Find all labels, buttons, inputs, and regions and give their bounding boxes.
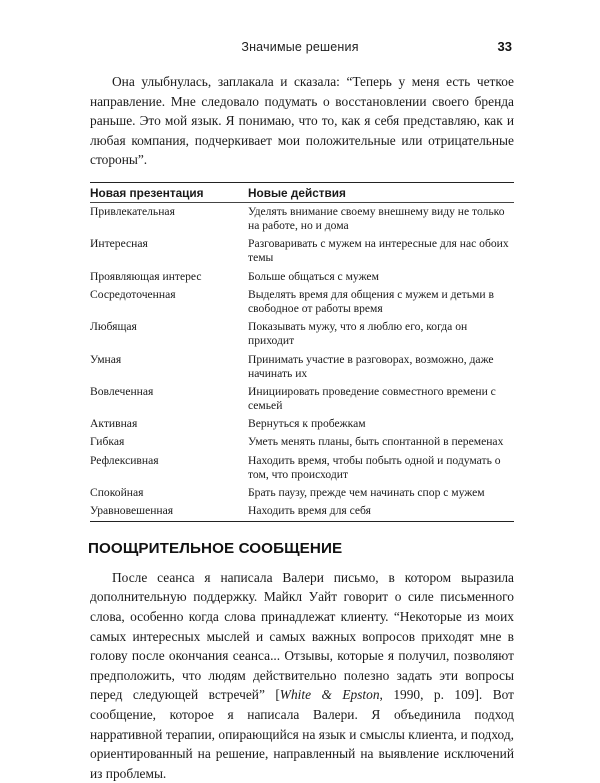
page-content	[90, 72, 514, 783]
table-cell-presentation: Спокойная	[90, 486, 144, 500]
paragraph-text-rest: , 1990, p. 109]. Вот сообщение, которое я написала Валери. Я объединила подход нарративной терапии, опирающийся на язык и смыслы клиента, и подход, ориентированный на решение, направленный на выявление исключений из проблемы.	[90, 687, 515, 781]
table-cell-action: Разговаривать с мужем на интересные для нас обоих темы	[248, 237, 509, 265]
table-cell-action: Вернуться к пробежкам	[248, 417, 366, 431]
table-cell-action: Уделять внимание своему внешнему виду не только на работе, но и дома	[248, 204, 505, 232]
table-header-presentation: Новая презентация	[90, 185, 204, 200]
table-row	[90, 319, 514, 351]
table-cell-presentation: Любящая	[90, 320, 137, 334]
table-row	[90, 383, 514, 415]
table-cell-presentation: Рефлексивная	[90, 453, 159, 467]
table-cell-action: Показывать мужу, что я люблю его, когда он приходит	[248, 320, 468, 348]
presentation-table	[90, 182, 514, 522]
table-cell-action: Больше общаться с мужем	[248, 269, 379, 283]
paragraph-text-start: После сеанса я написала Валери письмо, в котором выразила дополнительную поддержку. Майкл Уайт говорит о силе письменного слова, особенно когда слова принадлежат клиенту. “Некоторые из моих самых интересных мыслей и самых важных вопросов приходят мне в голову после окончания сеанса... Отзывы, которые я получил, позволяют предположить, что людям действительно полезно задать эти вопросы перед следующей встречей” [	[90, 569, 514, 703]
table-cell-action: Уметь менять планы, быть спонтанной в переменах	[248, 435, 504, 449]
running-header	[0, 40, 600, 60]
table-cell-presentation: Уравновешенная	[90, 504, 174, 518]
section-paragraph	[90, 568, 514, 783]
page-number: 33	[497, 39, 512, 54]
table-cell-presentation: Сосредоточенная	[90, 287, 176, 301]
table-cell-presentation: Активная	[90, 417, 138, 431]
table-cell-action: Инициировать проведение совместного времени с семьей	[248, 384, 496, 413]
table-cell-presentation: Привлекательная	[90, 204, 175, 218]
table-cell-action: Находить время для себя	[248, 504, 371, 518]
running-title: Значимые решения	[241, 40, 359, 54]
table-cell-action: Принимать участие в разговорах, возможно, даже начинать их	[248, 352, 494, 380]
intro-paragraph: Она улыбнулась, заплакала и сказала: “Теперь у меня есть четкое направление. Мне следовало подумать о восстановлении своего бренда раньше. Это мой язык. Я понимаю, что то, как я себя представляю, как и любая компания, подчеркивает мои положительные или отрицательные стороны”.	[90, 74, 514, 168]
table-header-row	[90, 183, 514, 203]
table-row	[90, 286, 514, 318]
table-cell-action: Выделять время для общения с мужем и детьми в свободное от работы время	[248, 287, 494, 315]
table-row	[90, 434, 514, 452]
section-heading: ПООЩРИТЕЛЬНОЕ СООБЩЕНИЕ	[88, 539, 343, 557]
table-row	[90, 484, 514, 502]
table-cell-presentation: Интересная	[90, 237, 148, 251]
table-row	[90, 236, 514, 268]
citation-authors: White & Epston	[279, 687, 380, 703]
table-row	[90, 503, 514, 521]
table-cell-presentation: Проявляющая интерес	[90, 269, 202, 283]
table-row	[90, 452, 514, 484]
table-cell-presentation: Гибкая	[90, 435, 125, 449]
table-row	[90, 203, 514, 235]
table-cell-presentation: Умная	[90, 352, 122, 366]
table-row	[90, 351, 514, 383]
table-cell-action: Брать паузу, прежде чем начинать спор с мужем	[248, 486, 485, 500]
table-row	[90, 268, 514, 286]
table-row	[90, 416, 514, 434]
table-cell-action: Находить время, чтобы побыть одной и подумать о том, что происходит	[248, 453, 501, 481]
table-header-actions: Новые действия	[248, 185, 346, 200]
table-cell-presentation: Вовлеченная	[90, 384, 154, 398]
